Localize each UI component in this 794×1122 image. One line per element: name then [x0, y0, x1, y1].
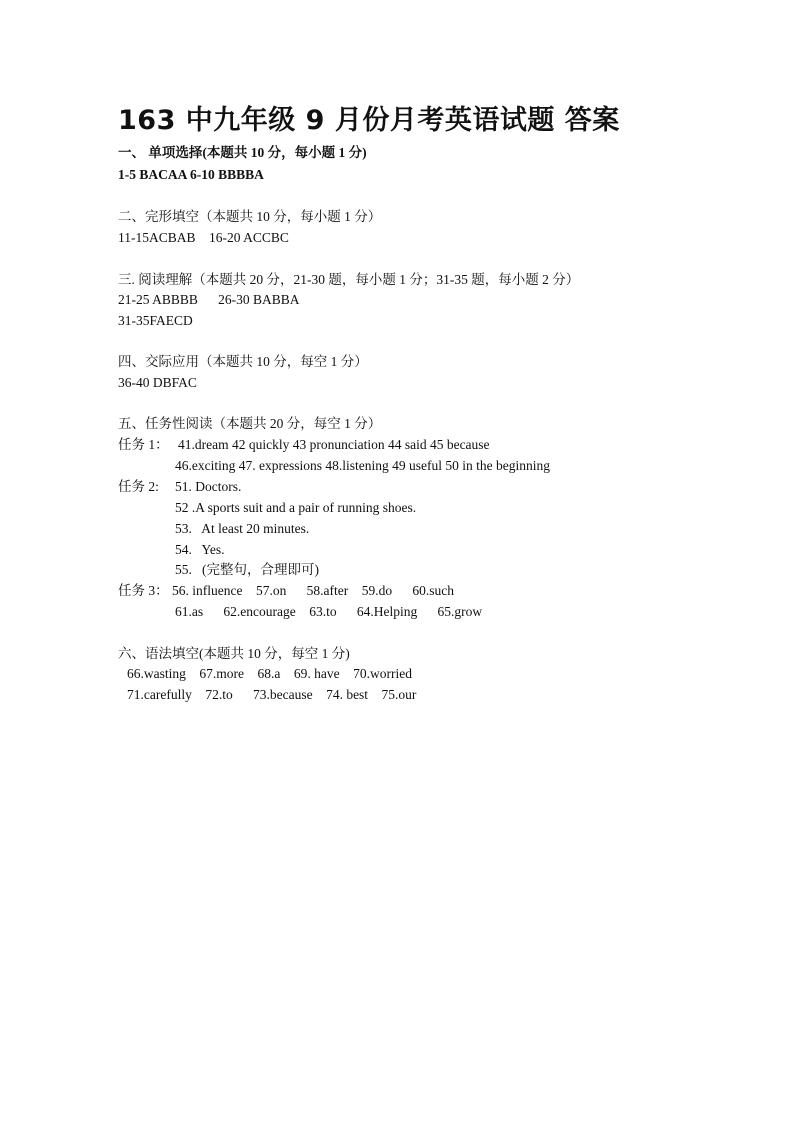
section-6-answers-line-1: 66.wasting 67.more 68.a 69. have 70.worried	[127, 666, 412, 681]
section-2-heading: 二、完形填空（本题共 10 分，每小题 1 分）	[118, 209, 382, 224]
task-1-answers-line-2: 46.exciting 47. expressions 48.listening 49 useful 50 in the beginning	[175, 458, 550, 473]
task-2-answer-55: 55. (完整句，合理即可)	[175, 562, 319, 577]
section-4-heading: 四、交际应用（本题共 10 分，每空 1 分）	[118, 354, 368, 369]
task-3-answers-line-2: 61.as 62.encourage 63.to 64.Helping 65.grow	[175, 604, 483, 619]
section-4-answers: 36-40 DBFAC	[118, 375, 197, 390]
section-2-answers: 11-15ACBAB 16-20 ACCBC	[118, 230, 289, 245]
task-1-answers-line-1: 41.dream 42 quickly 43 pronunciation 44 said 45 because	[178, 437, 490, 452]
task-2-label: 任务 2:	[118, 479, 159, 494]
task-2-answer-53: 53. At least 20 minutes.	[175, 521, 310, 536]
section-3-heading: 三. 阅读理解（本题共 20 分，21-30 题，每小题 1 分；31-35 题，每小题 2 分）	[118, 272, 580, 287]
section-1-heading: 一、 单项选择(本题共 10 分，每小题 1 分)	[118, 145, 367, 160]
task-2-answer-54: 54. Yes.	[175, 542, 225, 557]
task-1-label: 任务 1：	[118, 437, 169, 452]
task-2-answer-52: 52 .A sports suit and a pair of running shoes.	[175, 500, 417, 515]
section-6-heading: 六、语法填空(本题共 10 分，每空 1 分)	[118, 646, 350, 661]
task-3-label: 任务 3：	[118, 583, 169, 598]
task-2-answer-51: 51. Doctors.	[175, 479, 242, 494]
section-3-answers-line-2: 31-35FAECD	[118, 313, 193, 328]
section-6-answers-line-2: 71.carefully 72.to 73.because 74. best 75.our	[127, 687, 417, 702]
section-1-answers: 1-5 BACAA 6-10 BBBBA	[118, 167, 264, 182]
page-title: 163 中九年级 9 月份月考英语试题 答案	[118, 105, 620, 136]
section-3-answers-line-1: 21-25 ABBBB 26-30 BABBA	[118, 292, 300, 307]
task-3-answers-line-1: 56. influence 57.on 58.after 59.do 60.such	[172, 583, 454, 598]
section-5-heading: 五、任务性阅读（本题共 20 分，每空 1 分）	[118, 416, 382, 431]
